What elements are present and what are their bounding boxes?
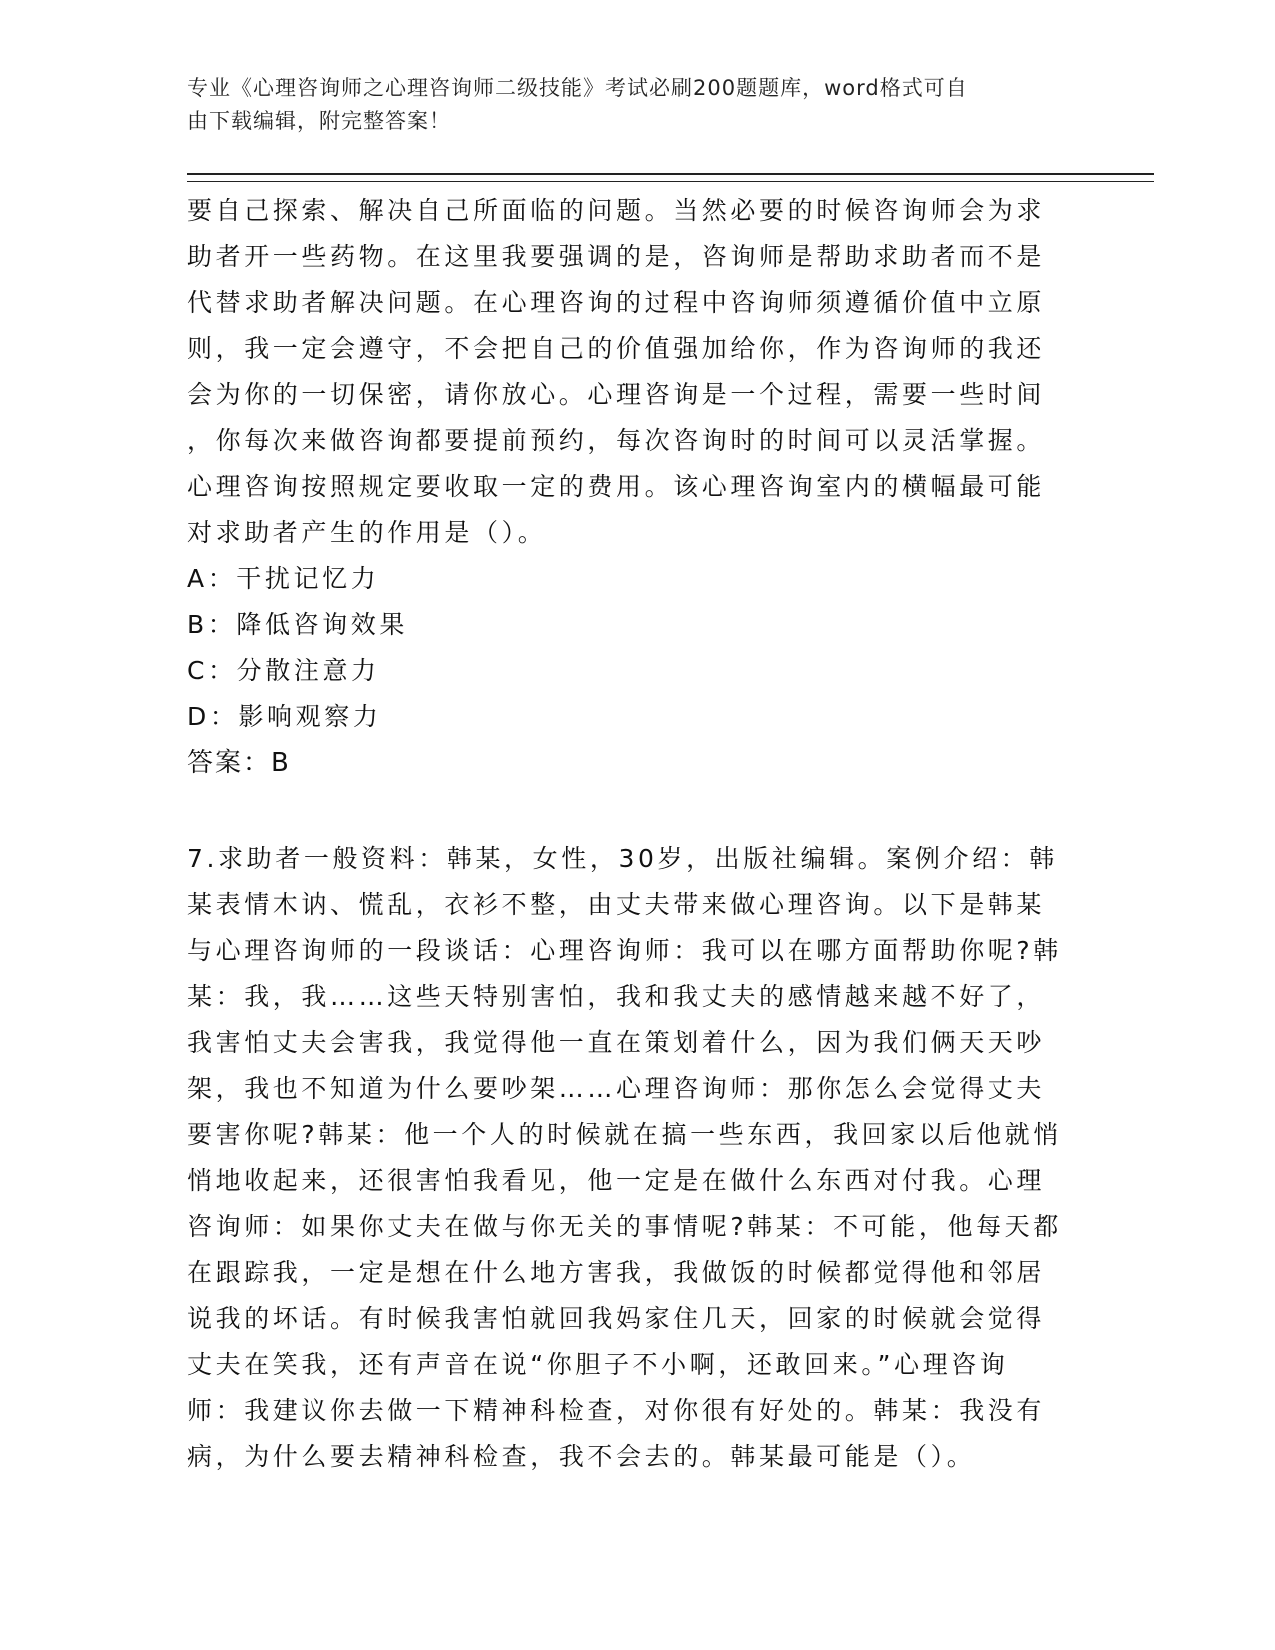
question-text-line: 代替求助者解决问题。在心理咨询的过程中咨询师须遵循价值中立原 [187, 288, 1046, 317]
option-c: C：分散注意力 [187, 656, 380, 685]
document-body [187, 188, 1087, 1480]
document-header [187, 72, 1067, 138]
question-text-line: 对求助者产生的作用是（）。 [187, 518, 547, 547]
question-text-line: 则，我一定会遵守，不会把自己的价值强加给你，作为咨询师的我还 [187, 334, 1046, 363]
question-spacer [187, 788, 1087, 836]
question-text-line: 助者开一些药物。在这里我要强调的是，咨询师是帮助求助者而不是 [187, 242, 1046, 271]
question-text-line: 某表情木讷、慌乱，衣衫不整，由丈夫带来做心理咨询。以下是韩某 [187, 890, 1046, 919]
question-text-line: 架，我也不知道为什么要吵架……心理咨询师：那你怎么会觉得丈夫 [187, 1074, 1046, 1103]
question-text-line: 某：我，我……这些天特别害怕，我和我丈夫的感情越来越不好了， [187, 982, 1046, 1011]
header-title-line-2: 由下载编辑，附完整答案！ [187, 109, 451, 133]
question-text-line: 师：我建议你去做一下精神科检查，对你很有好处的。韩某：我没有 [187, 1396, 1046, 1425]
question-text-line: 病，为什么要去精神科检查，我不会去的。韩某最可能是（）。 [187, 1442, 976, 1471]
question-text-line: 7.求助者一般资料：韩某，女性，30岁，出版社编辑。案例介绍：韩 [187, 844, 1058, 873]
question-text-line: 我害怕丈夫会害我，我觉得他一直在策划着什么，因为我们俩天天吵 [187, 1028, 1046, 1057]
question-6 [187, 188, 1087, 788]
option-d: D：影响观察力 [187, 702, 382, 731]
question-text-line: 丈夫在笑我，还有声音在说“你胆子不小啊，还敢回来。”心理咨询 [187, 1350, 1009, 1379]
question-text-line: 说我的坏话。有时候我害怕就回我妈家住几天，回家的时候就会觉得 [187, 1304, 1046, 1333]
question-text-line: 咨询师：如果你丈夫在做与你无关的事情呢?韩某：不可能，他每天都 [187, 1212, 1062, 1241]
question-text-line: ，你每次来做咨询都要提前预约，每次咨询时的时间可以灵活掌握。 [187, 426, 1046, 455]
question-7 [187, 836, 1087, 1480]
question-text-line: 悄地收起来，还很害怕我看见，他一定是在做什么东西对付我。心理 [187, 1166, 1046, 1195]
question-text-line: 心理咨询按照规定要收取一定的费用。该心理咨询室内的横幅最可能 [187, 472, 1046, 501]
header-divider-thin [187, 181, 1154, 182]
question-text-line: 在跟踪我，一定是想在什么地方害我，我做饭的时候都觉得他和邻居 [187, 1258, 1046, 1287]
question-text-line: 要自己探索、解决自己所面临的问题。当然必要的时候咨询师会为求 [187, 196, 1046, 225]
header-title-line-1: 专业《心理咨询师之心理咨询师二级技能》考试必刷200题题库，word格式可自 [187, 76, 968, 100]
answer-label: 答案：B [187, 748, 291, 778]
option-b: B：降低咨询效果 [187, 610, 408, 639]
header-divider-thick [187, 173, 1154, 175]
question-text-line: 会为你的一切保密，请你放心。心理咨询是一个过程，需要一些时间 [187, 380, 1046, 409]
question-text-line: 要害你呢?韩某：他一个人的时候就在搞一些东西，我回家以后他就悄 [187, 1120, 1062, 1149]
question-text-line: 与心理咨询师的一段谈话：心理咨询师：我可以在哪方面帮助你呢?韩 [187, 936, 1062, 965]
option-a: A：干扰记忆力 [187, 564, 380, 593]
